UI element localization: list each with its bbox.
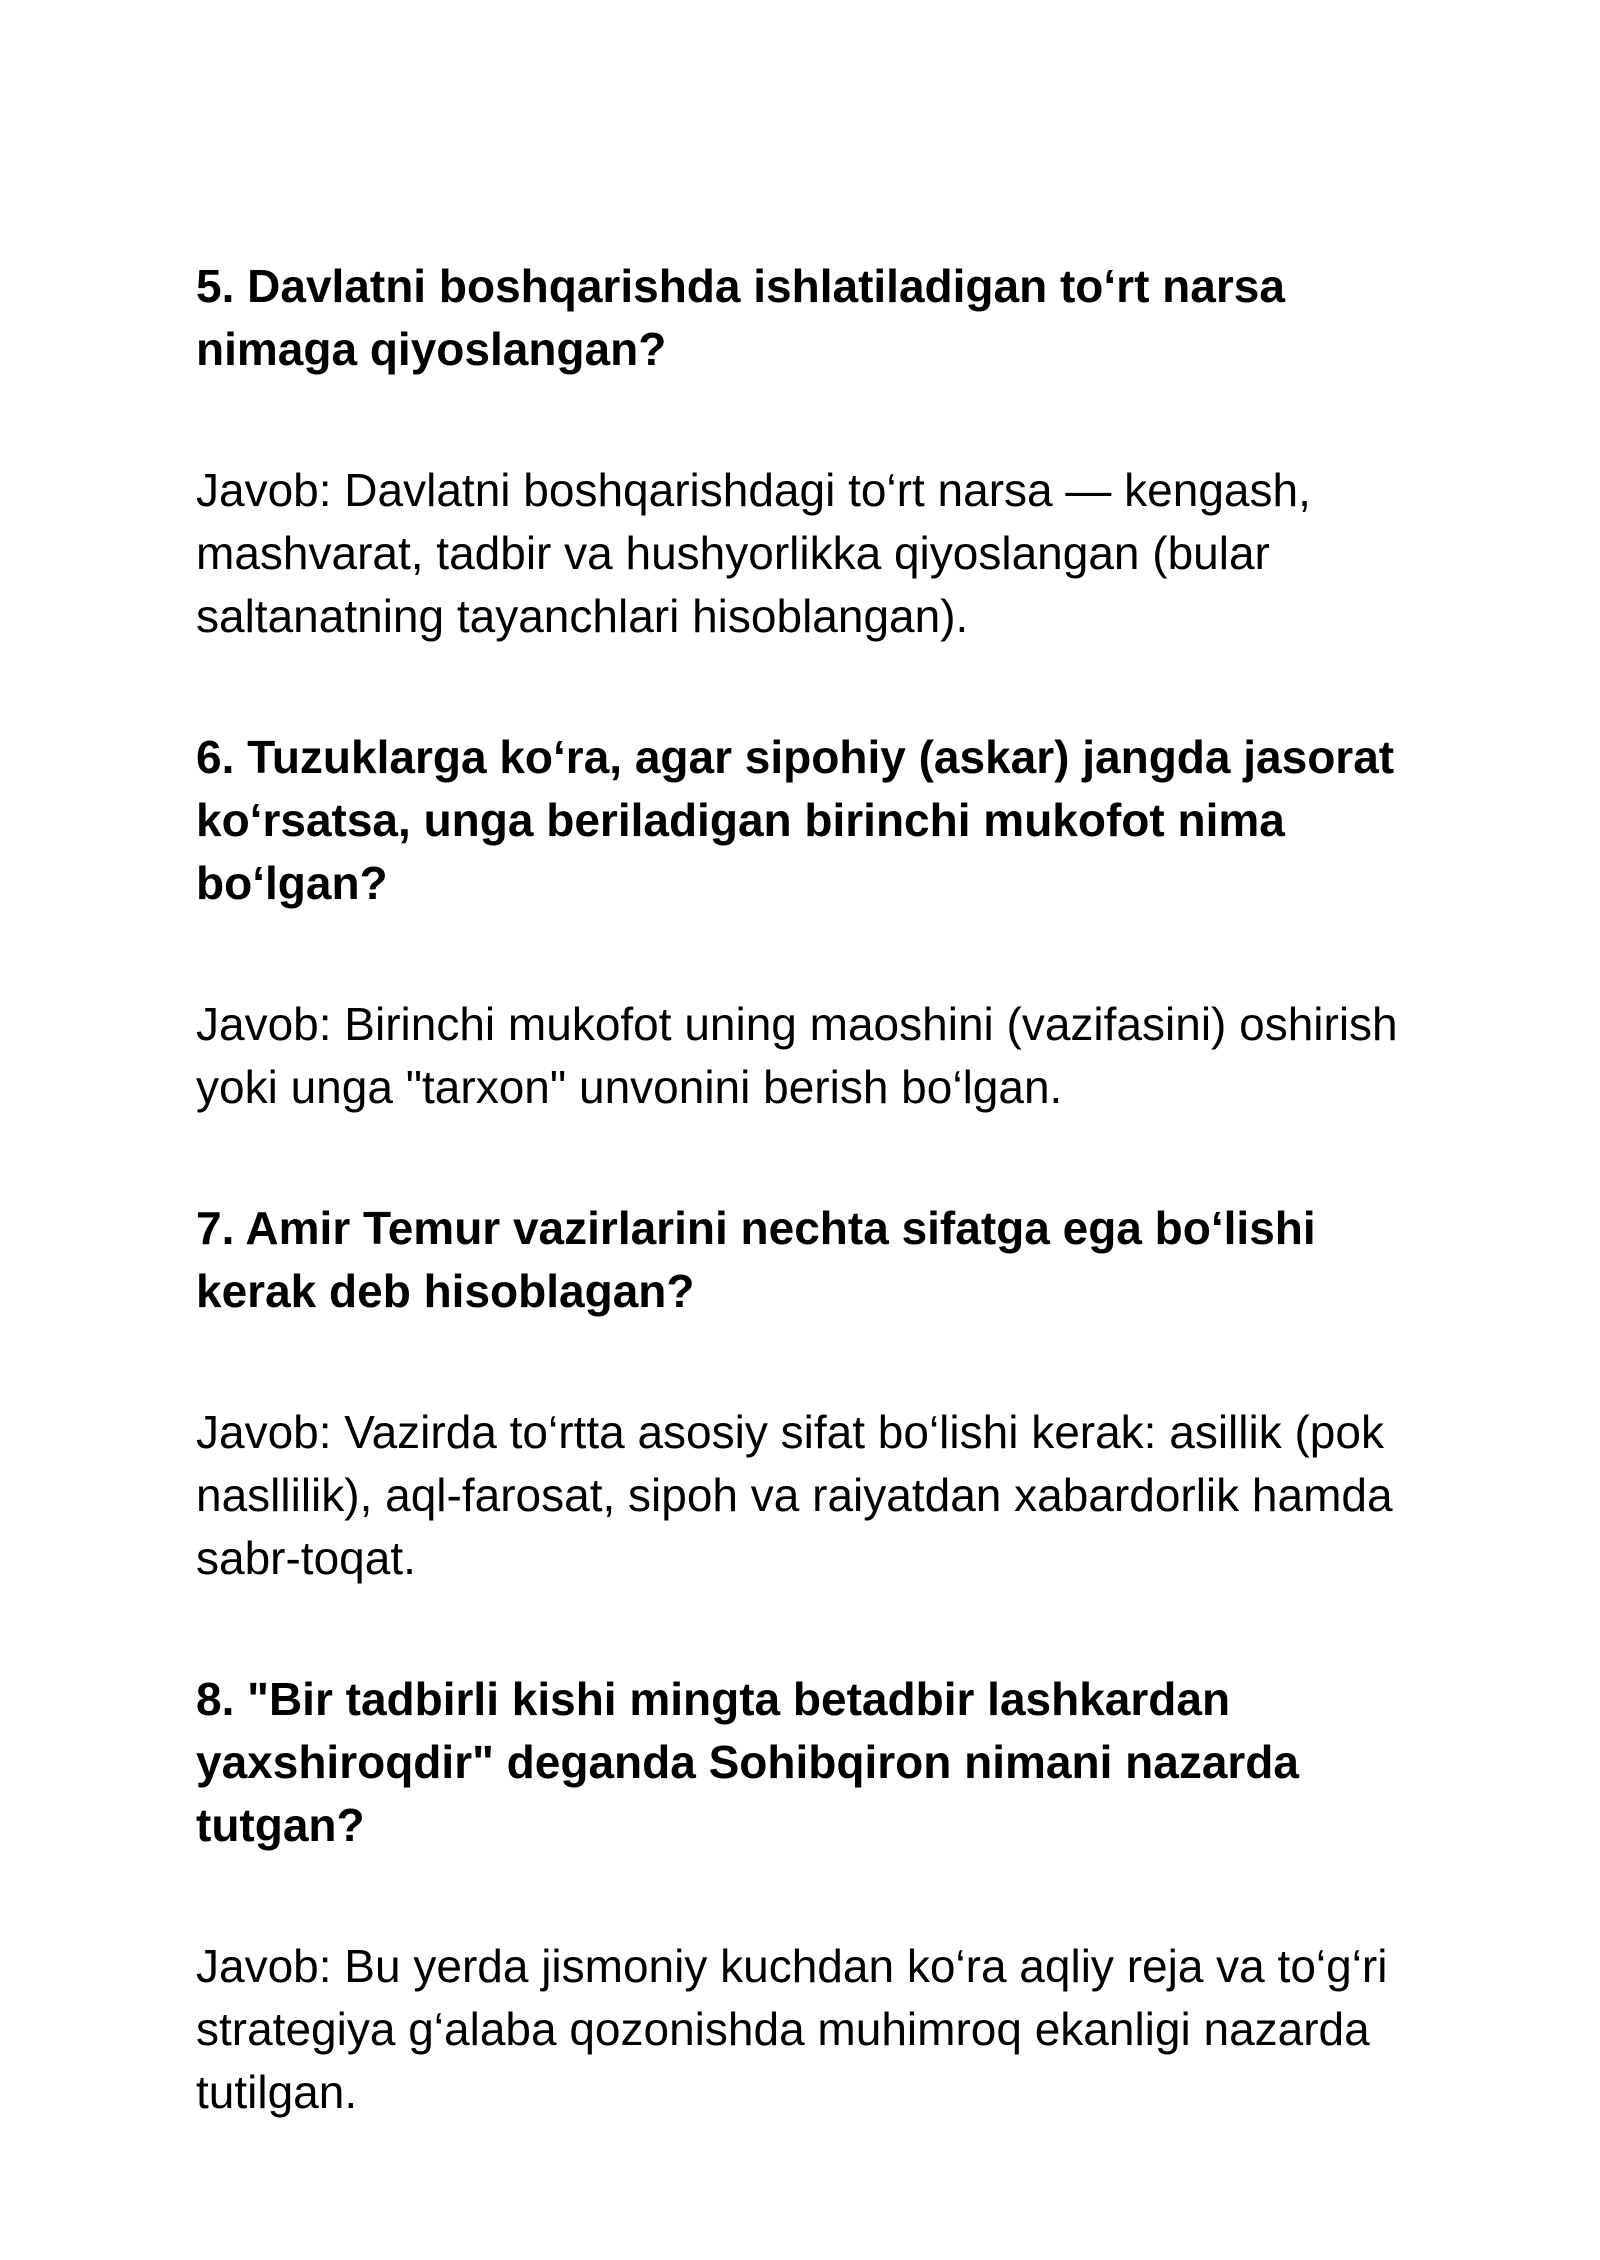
qa-item-8 xyxy=(196,1668,1436,2124)
question-text: 8. "Bir tadbirli kishi mingta betadbir lashkardan yaxshiroqdir" deganda Sohibqiron nimani nazarda tutgan? xyxy=(196,1673,1299,1851)
question-text: 5. Davlatni boshqarishda ishlatiladigan to‘rt narsa nimaga qiyoslangan? xyxy=(196,260,1285,375)
qa-item-7 xyxy=(196,1197,1436,1590)
question-text: 6. Tuzuklarga ko‘ra, agar sipohiy (askar) jangda jasorat ko‘rsatsa, unga beriladigan birinchi mukofot nima bo‘lgan? xyxy=(196,731,1395,909)
answer-text: Javob: Birinchi mukofot uning maoshini (vazifasini) oshirish yoki unga "tarxon" unvonini berish bo‘lgan. xyxy=(196,998,1398,1113)
qa-item-6 xyxy=(196,726,1436,1119)
answer-text: Javob: Bu yerda jismoniy kuchdan ko‘ra aqliy reja va to‘g‘ri strategiya g‘alaba qozonishda muhimroq ekanligi nazarda tutilgan. xyxy=(196,1940,1388,2118)
question-text: 7. Amir Temur vazirlarini nechta sifatga ega bo‘lishi kerak deb hisoblagan? xyxy=(196,1202,1316,1317)
answer-text: Javob: Vazirda to‘rtta asosiy sifat bo‘lishi kerak: asillik (pok nasllilik), aql-farosat, sipoh va raiyatdan xabardorlik hamda sabr-toqat. xyxy=(196,1406,1393,1584)
answer-text: Javob: Davlatni boshqarishdagi to‘rt narsa — kengash, mashvarat, tadbir va hushyorlikka qiyoslangan (bular saltanatning tayanchlari hisoblangan). xyxy=(196,464,1311,642)
document-page xyxy=(196,255,1436,2124)
qa-item-5 xyxy=(196,255,1436,648)
